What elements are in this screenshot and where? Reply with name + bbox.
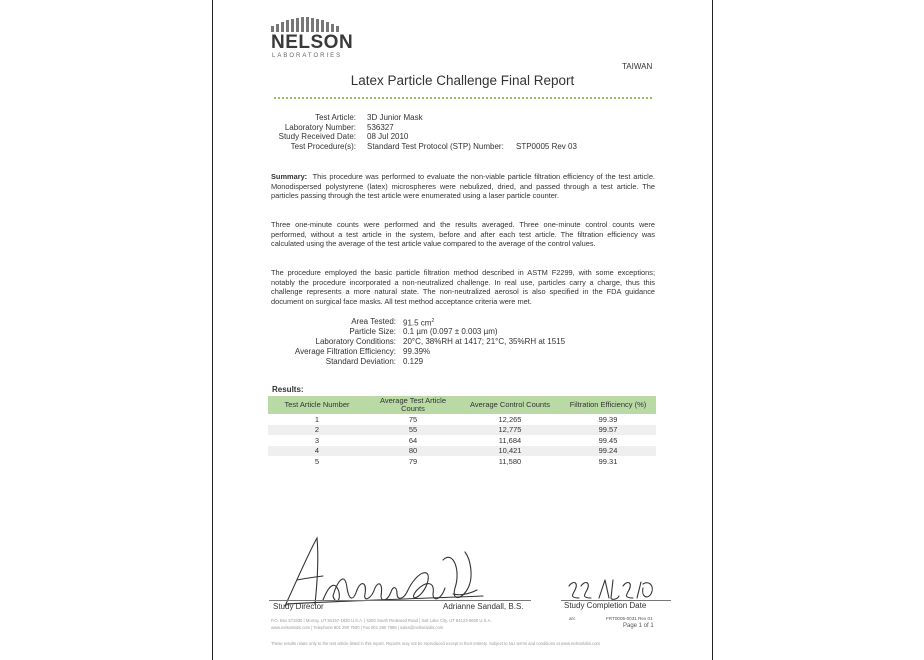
param-value: 91.5 $cm^2$ xyxy=(403,318,435,328)
cell: 4 xyxy=(268,446,366,457)
col-header-control-counts: Average Control Counts xyxy=(460,396,560,414)
field-value: Standard Test Protocol (STP) Number: xyxy=(367,141,504,151)
cell: 10,421 xyxy=(460,446,560,457)
logo-wordmark: NELSON xyxy=(271,32,354,53)
param-value: 0.129 xyxy=(403,357,424,366)
study-director-name: Adrianne Sandall, B.S. xyxy=(443,602,524,611)
signature-line xyxy=(269,600,531,601)
footer-address: P.O. Box 571830 | Murray, UT 84157-1830 U.S.A. | 6280 South Redwood Road | Salt Lake City, UT 84123-6600 U.S.A. xyxy=(271,618,492,623)
field-label: Laboratory Number: xyxy=(284,122,356,132)
field-extra: STP0005 Rev 03 xyxy=(516,141,577,151)
results-label: Results: xyxy=(272,385,304,394)
param-label: Particle Size: xyxy=(349,327,396,336)
table-row xyxy=(268,446,656,457)
cell: 11,684 xyxy=(498,435,522,445)
param-label: Standard Deviation: xyxy=(325,357,396,366)
field-label: Test Procedure(s): xyxy=(290,141,356,151)
field-label: Study Received Date: xyxy=(278,132,356,141)
logo-subtitle: LABORATORIES xyxy=(272,53,343,59)
field-value: 08 Jul 2010 xyxy=(367,132,409,141)
table-row xyxy=(268,456,656,467)
col-header-article: Test Article Number xyxy=(268,396,366,414)
cell: 99.45 xyxy=(598,435,618,445)
report-title: Latex Particle Challenge Final Report xyxy=(350,73,575,88)
form-code-prefix: arc xyxy=(569,616,576,621)
cell: 80 xyxy=(366,446,460,457)
study-completion-label: Study Completion Date xyxy=(564,601,647,610)
col-header-efficiency: Filtration Efficiency (%) xyxy=(560,396,656,414)
cell: 64 xyxy=(408,435,418,445)
table-row xyxy=(268,425,656,436)
test-parameters xyxy=(213,317,712,367)
cell: 55 xyxy=(366,425,460,436)
report-page xyxy=(212,0,713,660)
results-header-row xyxy=(268,396,656,414)
header-fields xyxy=(213,113,712,153)
cell: 12,265 xyxy=(498,414,522,424)
param-label: Average Filtration Efficiency: xyxy=(294,347,396,356)
summary-paragraph-2: Three one-minute counts were performed and the results averaged. Three one-minute control counts were performed, without a test article in the system, before and after each test article. The filtration efficiency was calculated using the average of the test article value compared to the average of the control values. xyxy=(271,220,655,249)
field-label: Test Article: xyxy=(315,113,356,122)
cell: 11,580 xyxy=(498,456,522,466)
nelson-logo-mark-icon xyxy=(271,16,339,32)
cell: 79 xyxy=(408,456,418,466)
table-row xyxy=(268,414,656,425)
param-label: Laboratory Conditions: xyxy=(315,337,396,346)
col-header-article-counts: Average Test Article Counts xyxy=(366,396,460,414)
param-value: 20°C, 38%RH at 1417; 21°C, 35%RH at 1515 xyxy=(403,337,566,346)
cell: 1 xyxy=(314,414,320,424)
param-label: Area Tested: xyxy=(351,317,396,326)
field-value: 536327 xyxy=(367,122,394,132)
param-value: 0.1 µm (0.097 ± 0.003 µm) xyxy=(403,327,498,336)
field-value: 3D Junior Mask xyxy=(367,113,423,122)
table-row xyxy=(268,435,656,446)
cell: 2 xyxy=(268,425,366,436)
results-table xyxy=(268,396,656,467)
param-value: 99.39% xyxy=(403,347,431,356)
summary-label: Summary: xyxy=(271,172,308,181)
form-number: FRT0005-0031 Rev 01 xyxy=(606,616,653,621)
cell: 99.39 xyxy=(598,414,618,424)
footer-disclaimer: These results relate only to the test article listed in this report. Reports may not be reproduced except in their entirety. Subject to NLI terms and conditions at www.nelsonlabs.com xyxy=(271,641,601,646)
cell: 3 xyxy=(314,435,320,445)
dotted-divider xyxy=(273,96,653,100)
page-number: Page 1 of 1 xyxy=(623,623,654,629)
cell: 5 xyxy=(314,456,320,466)
cell: 99.24 xyxy=(560,446,656,457)
study-director-label: Study Director xyxy=(273,602,324,611)
cell: 99.31 xyxy=(598,456,618,466)
cell: 12,775 xyxy=(460,425,560,436)
footer-contact: www.nelsonlabs.com | Telephone 801 290 7500 | Fax 801 290 7998 | sales@nelsonlabs.com xyxy=(271,625,444,630)
cell: 75 xyxy=(408,414,418,424)
summary-paragraph-1: Summary: This procedure was performed to evaluate the non-viable particle filtration efficiency of the test article. Monodispersed polystyrene (latex) microspheres were nebulized, dried, and passed through a test article. The particles passing through the test article were enumerated using a laser particle counter. xyxy=(271,172,655,201)
cell: 99.57 xyxy=(560,425,656,436)
summary-paragraph-3: The procedure employed the basic particle filtration method described in ASTM F2299, with some exceptions; notably the procedure incorporated a non-neutralized challenge. In real use, particles carry a charge, thus this challenge represents a more natural state. The non-neutralized aerosol is also specified in the FDA guidance document on surgical face masks. All test method acceptance criteria were met. xyxy=(271,268,655,306)
country-label: TAIWAN xyxy=(622,62,653,71)
